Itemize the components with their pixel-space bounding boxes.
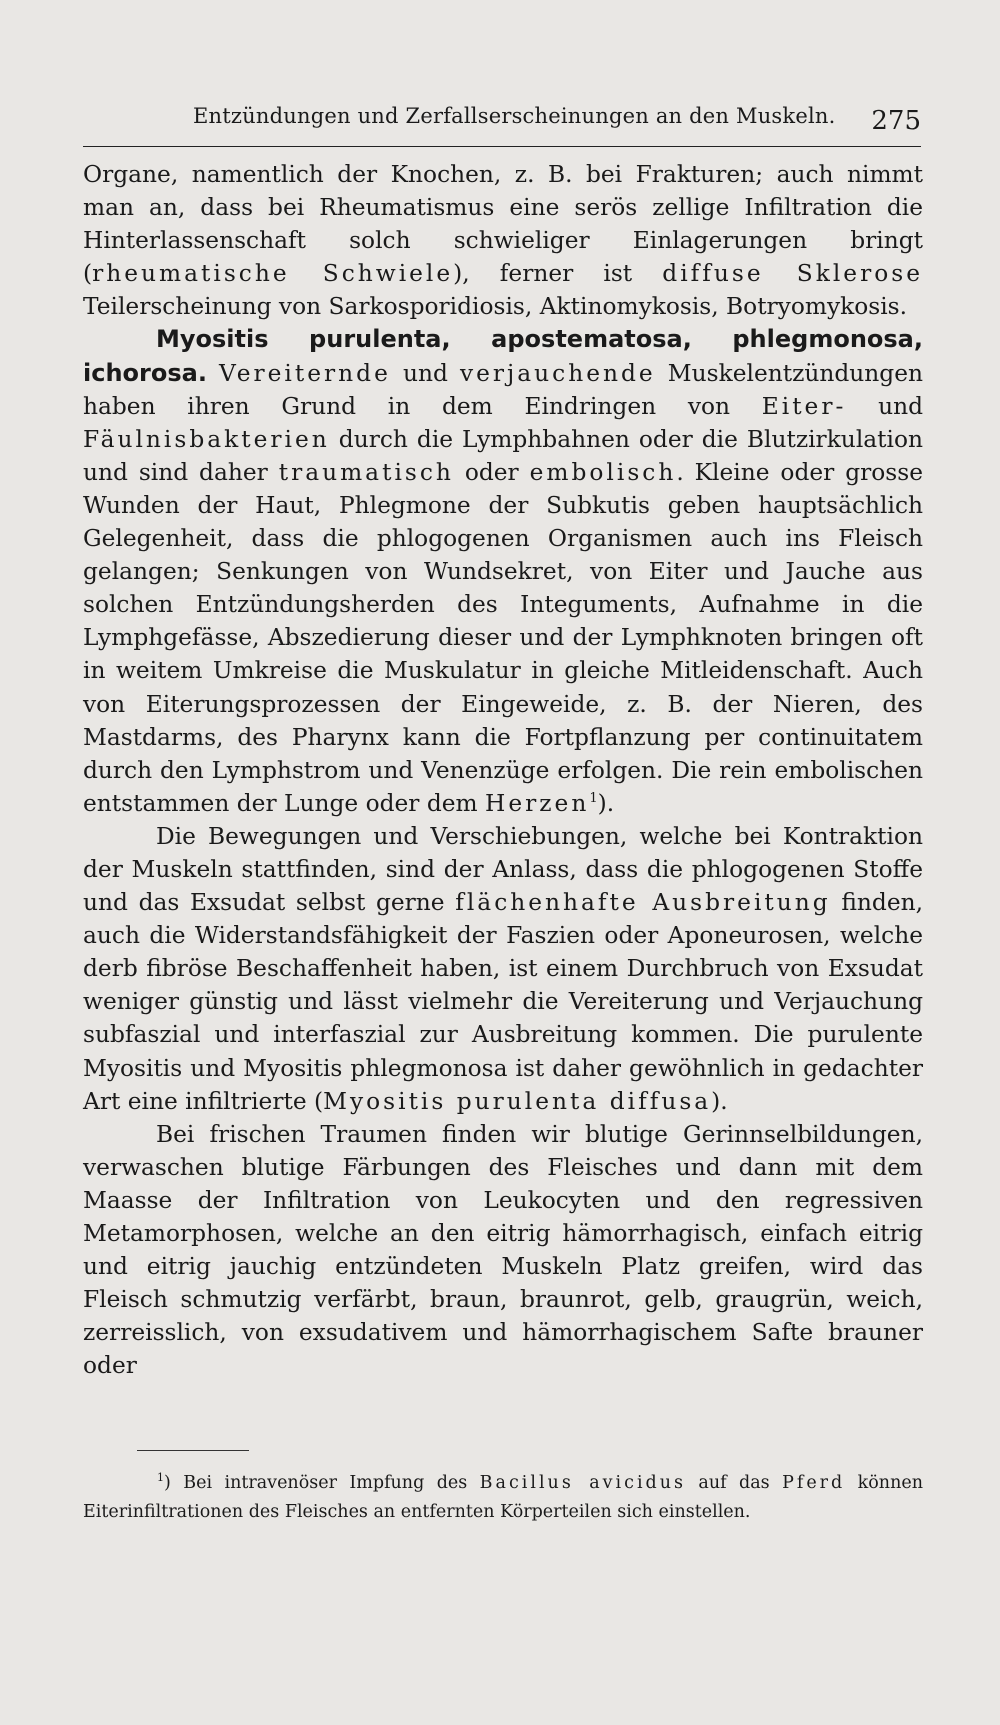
running-title: Entzündungen und Zerfallserscheinungen an den Muskeln. [193,104,836,128]
footnote: $^1$) Bei intravenöser Impfung des Bacillus avicidus auf das Pferd können Eiterinfiltrationen des Fleisches an entfernten Körperteilen sich einstellen. [83,1471,923,1522]
spaced-term: embolisch [529,458,677,486]
page-header [83,104,921,147]
spaced-term: Vereiternde [219,359,391,387]
paragraph-continuation: Organe, namentlich der Knochen, z. B. bei Frakturen; auch nimmt man an, dass bei Rheumatismus eine serös zellige Infiltration die Hinterlassenschaft solch schwieliger Einlagerungen bringt (rheumatische Schwiele), ferner ist diffuse Sklerose Teilerscheinung von Sarkosporidiosis, Aktinomykosis, Botryomykosis. [83,161,923,321]
spaced-term: Eiter- [761,392,847,420]
footnote-reference: 1 [589,790,598,806]
spaced-term: verjauchende [459,359,656,387]
spaced-term: Fäulnisbakterien [83,425,330,453]
spaced-term: Myositis purulenta diffusa [323,1087,712,1115]
paragraph-traumen: Bei frischen Traumen finden wir blutige Gerinnselbildungen, verwaschen blutige Färbungen des Fleisches und dann mit dem Maasse der Infiltration von Leukocyten und den regressiven Metamorphosen, welche an den eitrig hämorrhagisch, einfach eitrig und eitrig jauchig entzündeten Muskeln Platz greifen, wird das Fleisch schmutzig verfärbt, braun, braunrot, gelb, graugrün, weich, zerreisslich, von exsudativem und hämorrhagischem Safte brauner oder [83,1120,923,1380]
paragraph-bewegungen: Die Bewegungen und Verschiebungen, welche bei Kontraktion der Muskeln stattfinden, sind der Anlass, dass die phlogogenen Stoffe und das Exsudat selbst gerne flächenhafte Ausbreitung finden, auch die Widerstandsfähigkeit der Faszien oder Aponeurosen, welche derb fibröse Beschaffenheit haben, ist einem Durchbruch von Exsudat weniger günstig und lässt vielmehr die Vereiterung und Verjauchung subfaszial und interfaszial zur Ausbreitung kommen. Die purulente Myositis und Myositis phlegmonosa ist daher gewöhnlich in gedachter Art eine infiltrierte (Myositis purulenta diffusa). [83,822,924,1115]
spaced-term: Bacillus avicidus [479,1473,686,1493]
page-number: 275 [871,106,921,136]
body-text [83,158,923,1382]
spaced-term: traumatisch [278,458,454,486]
spaced-term: rheumatische Schwiele [92,260,454,288]
footnote-marker: 1 [157,1471,164,1484]
spaced-term: Herzen [485,789,590,817]
spaced-term: diffuse Sklerose [662,260,923,288]
footnote-divider [137,1450,249,1451]
spaced-term: Pferd [782,1473,846,1493]
paragraph-myositis-purulenta: Myositis purulenta, apostematosa, phlegmonosa, ichorosa. Vereiternde und verjauchende Muskelentzündungen haben ihren Grund in dem Eindringen von Eiter- und Fäulnisbakterien durch die Lymphbahnen oder die Blutzirkulation und sind daher traumatisch oder embolisch. Kleine oder grosse Wunden der Haut, Phlegmone der Subkutis geben hauptsächlich Gelegenheit, dass die phlogogenen Organismen auch ins Fleisch gelangen; Senkungen von Wundsekret, von Eiter und Jauche aus solchen Entzündungsherden des Integuments, Aufnahme in die Lymphgefässe, Abszedierung dieser und der Lymphknoten bringen oft in weitem Umkreise die Muskulatur in gleiche Mitleidenschaft. Auch von Eiterungsprozessen der Eingeweide, z. B. der Nieren, des Mastdarms, des Pharynx kann die Fortpflanzung per continuitatem durch den Lymphstrom und Venenzüge erfolgen. Die rein embolischen entstammen der Lunge oder dem Herzen$^1$). [83,325,924,817]
section-heading: Myositis purulenta, apostematosa, phlegmonosa, ichorosa. [83,325,923,387]
spaced-term: flächenhafte Ausbreitung [455,889,831,917]
